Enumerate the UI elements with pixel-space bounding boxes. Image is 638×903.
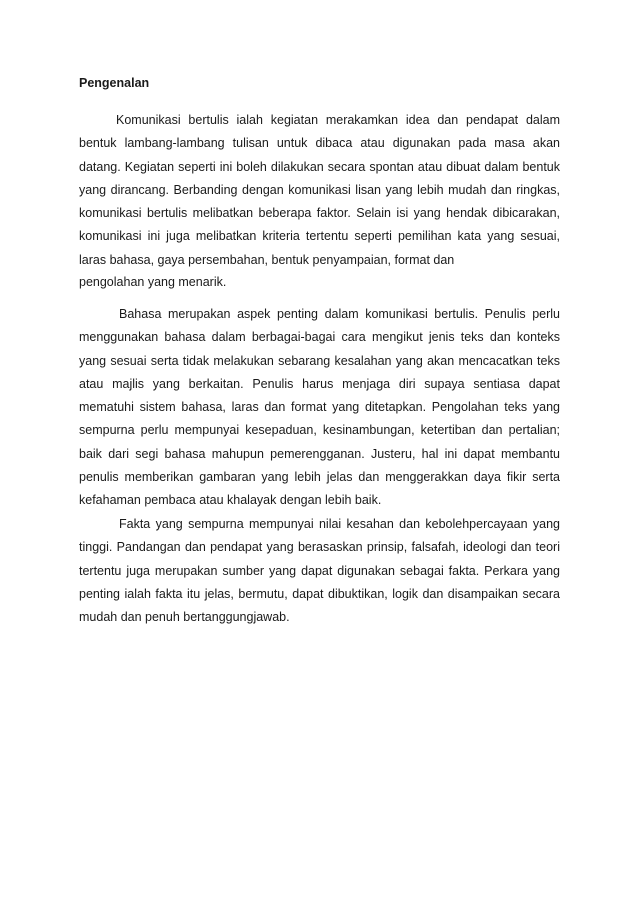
paragraph-1-continuation: pengolahan yang menarik.: [79, 275, 227, 289]
paragraph-2: Bahasa merupakan aspek penting dalam komunikasi bertulis. Penulis perlu menggunakan bahasa dalam berbagai-bagai cara mengikut jenis teks dan konteks yang sesuai serta tidak melakukan sebarang kesalahan yang akan mencacatkan teks atau majlis yang berkaitan. Penulis harus menjaga diri supaya sentiasa dapat mematuhi sistem bahasa, laras dan format yang ditetapkan. Pengolahan teks yang sempurna perlu mempunyai kesepaduan, kesinambungan, ketertiban dan pertalian; baik dari segi bahasa mahupun pemerengganan. Justeru, hal ini dapat membantu penulis memberikan gambaran yang lebih jelas dan menggerakkan daya fikir serta kefahaman pembaca atau khalayak dengan lebih baik.: [79, 307, 560, 508]
paragraph-3: Fakta yang sempurna mempunyai nilai kesahan dan kebolehpercayaan yang tinggi. Pandangan dan pendapat yang berasaskan prinsip, falsafah, ideologi dan teori tertentu juga merupakan sumber yang dapat digunakan sebagai fakta. Perkara yang penting ialah fakta itu jelas, bermutu, dapat dibuktikan, logik dan disampaikan secara mudah dan penuh bertanggungjawab.: [79, 517, 560, 625]
paragraph-1: Komunikasi bertulis ialah kegiatan merakamkan idea dan pendapat dalam bentuk lambang-lambang tulisan untuk dibaca atau digunakan pada masa akan datang. Kegiatan seperti ini boleh dilakukan secara spontan atau dibuat dalam bentuk yang dirancang. Berbanding dengan komunikasi lisan yang lebih mudah dan ringkas, komunikasi bertulis melibatkan beberapa faktor. Selain isi yang hendak dibicarakan, komunikasi ini juga melibatkan kriteria tertentu seperti pemilihan kata yang sesuai, laras bahasa, gaya persembahan, bentuk penyampaian, format dan: [79, 113, 560, 267]
section-heading: Pengenalan: [79, 76, 150, 90]
